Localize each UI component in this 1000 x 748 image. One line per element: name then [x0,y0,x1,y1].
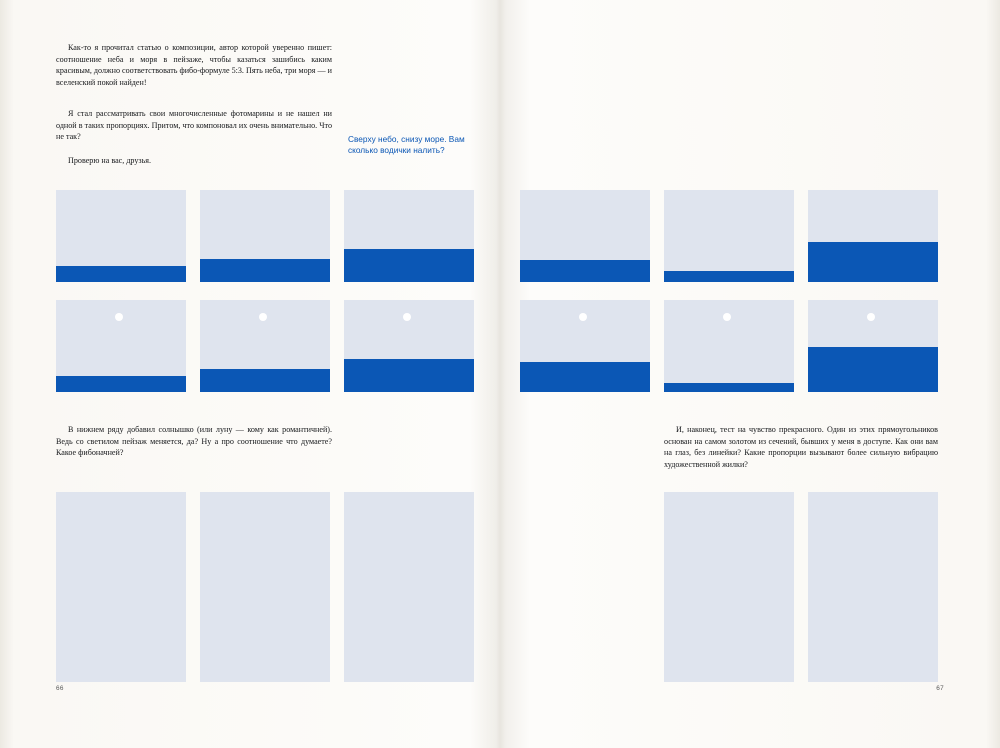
tile-r2-1 [520,300,650,392]
tile-r2-2 [664,300,794,392]
tile-l2-1 [56,300,186,392]
sun-icon [579,313,587,321]
tile-l1-2 [200,190,330,282]
right-page [500,0,1000,748]
sun-icon [867,313,875,321]
page-number-left: 66 [56,685,64,692]
tile-l2-3 [344,300,474,392]
sea-band [664,271,794,282]
sun-icon [723,313,731,321]
sea-band [520,362,650,392]
tile-r1-1 [520,190,650,282]
blue-annotation: Сверху небо, снизу море. Вам сколько водички налить? [348,134,465,156]
sea-band [344,359,474,392]
paragraph-1: Как-то я прочитал статью о композиции, автор которой уверенно пишет: соотношение неба и моря в пейзаже, чтобы казаться зашибись каким красивым, должно соответствовать фибо-формуле 5:3. Пять неба, три моря — и вселенский покой найден! [56,43,332,87]
left-caption: В нижнем ряду добавил солнышко (или луну — кому как романтичней). Ведь со светилом пейзаж меняется, да? Ну а про соотношение что думаете? Какое фибоначней? [56,425,332,458]
sea-band [808,242,938,282]
tile-l2-2 [200,300,330,392]
sea-band [664,383,794,392]
tile-l3-1 [56,492,186,682]
paragraph-3: Проверю на вас, друзья. [68,156,152,165]
tile-r1-2 [664,190,794,282]
tile-l1-1 [56,190,186,282]
sea-band [56,376,186,392]
tile-l3-2 [200,492,330,682]
sea-band [200,259,330,282]
sea-band [56,266,186,282]
sun-icon [259,313,267,321]
tile-l1-3 [344,190,474,282]
sun-icon [115,313,123,321]
tile-r1-3 [808,190,938,282]
sea-band [200,369,330,392]
sun-icon [403,313,411,321]
tile-r3-2 [808,492,938,682]
tile-r2-3 [808,300,938,392]
right-caption: И, наконец, тест на чувство прекрасного. Один из этих прямоугольников основан на самом золотом из сечений, бывших у меня в доступе. Как они вам на глаз, без линейки? Какие пропорции вызывают более сильную вибрацию художественной жилки? [664,425,938,469]
tile-l3-3 [344,492,474,682]
page-number-right: 67 [936,685,944,692]
sea-band [344,249,474,282]
paragraph-2: Я стал рассматривать свои многочисленные фотомарины и не нашел ни одной в таких пропорциях. Притом, что компоновал их очень внимательно. Что не так? [56,109,332,142]
sea-band [520,260,650,282]
sea-band [808,347,938,392]
tile-r3-1 [664,492,794,682]
